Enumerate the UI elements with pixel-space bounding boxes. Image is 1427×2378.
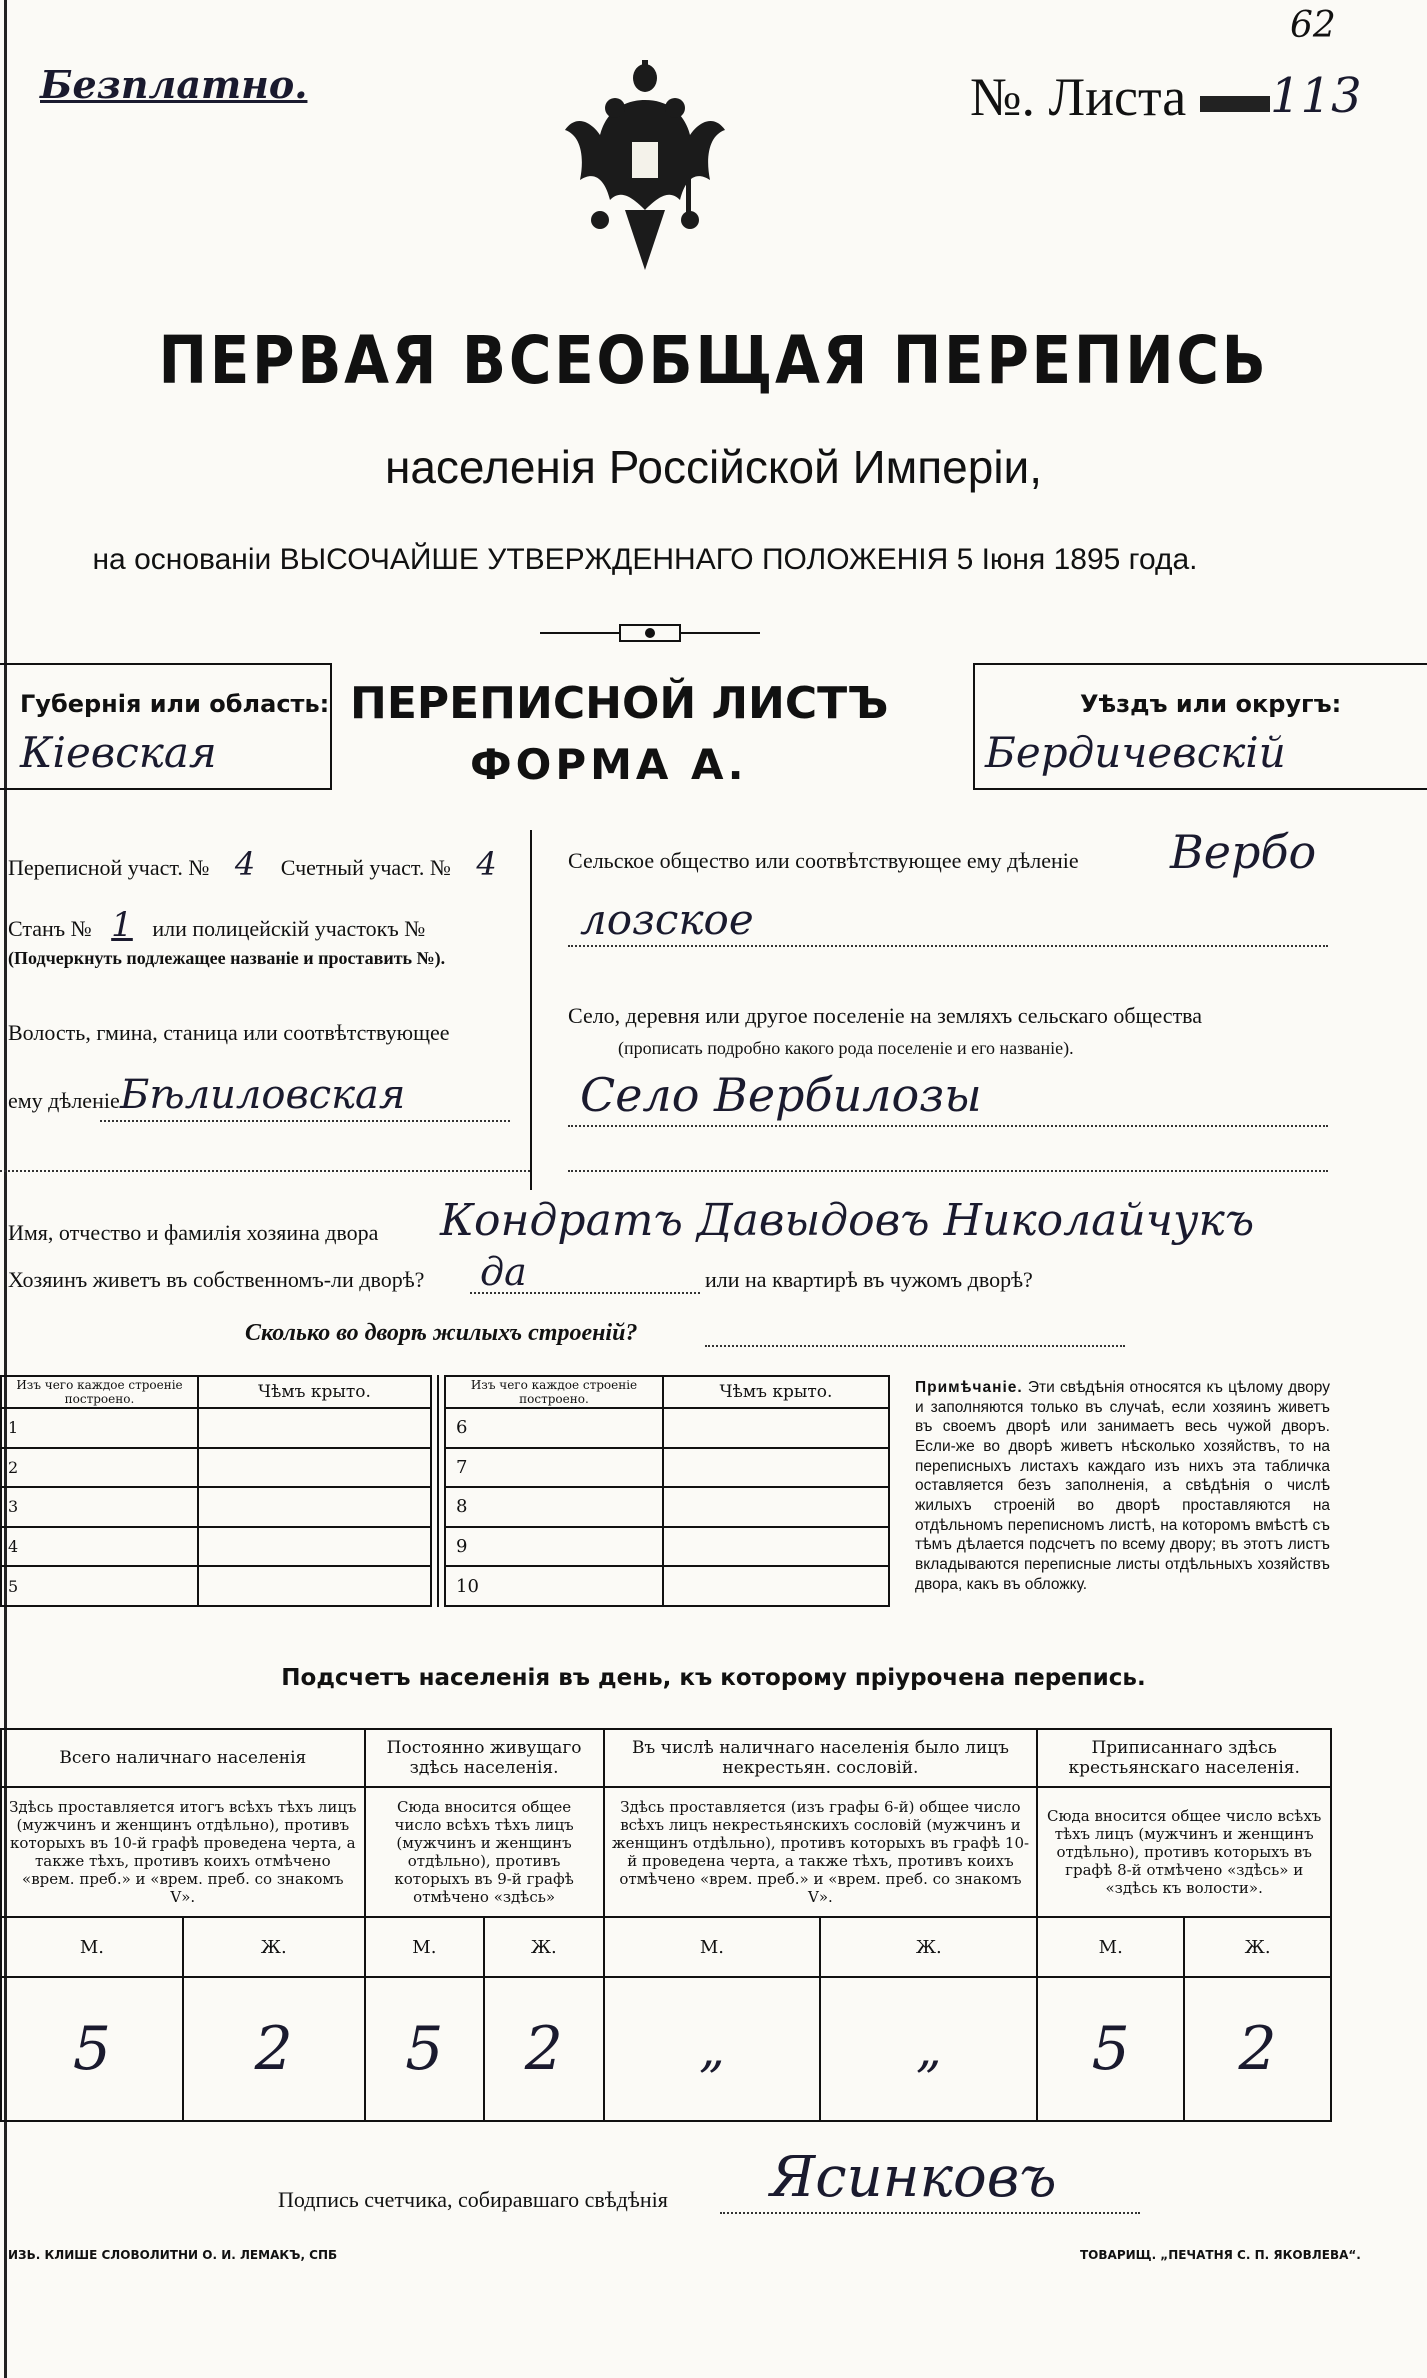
corner-number: 62: [1290, 5, 1336, 46]
table-row: 7: [445, 1448, 663, 1488]
count-unit-value: 4: [476, 845, 497, 883]
count-col-desc-2: Сюда вносится общее число всѣхъ тѣхъ лицъ (мужчинъ и женщинъ отдѣльно), противъ которыхъ въ 9-й графѣ отмѣчено «здѣсь»: [365, 1787, 604, 1917]
own-yard-value: да: [480, 1250, 527, 1294]
buildings-table-right: [444, 1375, 890, 1607]
signature-label: Подпись счетчика, собиравшаго свѣдѣнія: [278, 2187, 668, 2212]
main-title: ПЕРВАЯ ВСЕОБЩАЯ ПЕРЕПИСЬ: [158, 322, 1269, 399]
note-text: Эти свѣдѣнія относятся къ цѣлому двору и заполняются только въ случаѣ, если хозяинъ живетъ въ своемъ дворѣ или занимаетъ весь чужой дворъ. Если-же во дворѣ живетъ нѣсколько хозяйствъ, то на переписныхъ листахъ каждаго изъ нихъ эта табличка оставляется безъ заполненія, а свѣдѣнія о числѣ жилыхъ строеній во дворѣ проставляются на отдѣльномъ переписномъ листѣ, на которомъ вмѣстѣ съ тѣмъ дѣлается подсчетъ по всему двору; въ этотъ листъ вкладываются переписные листы отдѣльныхъ хозяйствъ двора, какъ въ обложку.: [915, 1379, 1330, 1593]
m-label: М.: [604, 1917, 821, 1977]
count-value-3-m: „: [604, 1977, 821, 2121]
count-col-desc-1: Здѣсь проставляется итогъ всѣхъ тѣхъ лицъ (мужчинъ и женщинъ отдѣльно), противъ которыхъ въ 10-й графѣ проведена черта, а также тѣхъ, противъ коихъ отмѣчено «врем. преб.» и «врем. преб. со знакомъ V».: [1, 1787, 365, 1917]
count-value-2-f: 2: [484, 1977, 603, 2121]
district-value: Бердичевскій: [985, 728, 1286, 777]
sheet-number-label: №. Листа: [970, 67, 1187, 127]
m-label: М.: [1037, 1917, 1184, 1977]
stan-label: Станъ №: [8, 916, 92, 941]
society-label: Сельское общество или соотвѣтствующее ему дѣленіе: [568, 848, 1079, 873]
buildings-table-left: [0, 1375, 432, 1607]
village-value: Село Вербилозы: [580, 1068, 982, 1122]
count-value-3-f: „: [820, 1977, 1037, 2121]
census-unit-row: [8, 845, 497, 883]
table-row: 8: [445, 1487, 663, 1527]
count-col-header-2: Постоянно живущаго здѣсь населенія.: [365, 1729, 604, 1787]
f-label: Ж.: [1184, 1917, 1331, 1977]
note-title: Примѣчаніе.: [915, 1379, 1023, 1396]
society-value-1: Вербо: [1170, 825, 1317, 879]
table-row: 4: [1, 1527, 198, 1567]
count-value-4-m: 5: [1037, 1977, 1184, 2121]
table-row: 6: [445, 1408, 663, 1448]
count-value-1-f: 2: [183, 1977, 365, 2121]
table-row: 9: [445, 1527, 663, 1567]
society-value-2: лозское: [580, 895, 754, 944]
count-unit-label: Счетный участ. №: [280, 855, 451, 880]
buildings-col-roof-right: Чѣмъ крыто.: [663, 1376, 889, 1408]
count-col-header-3: Въ числѣ наличнаго населенія было лицъ некрестьян. сословій.: [604, 1729, 1038, 1787]
footer-left: ИЗЬ. КЛИШЕ СЛОВОЛИТНИ О. И. ЛЕМАКЪ, СПБ: [8, 2248, 338, 2262]
count-table: [0, 1728, 1332, 2122]
count-value-2-m: 5: [365, 1977, 484, 2121]
province-label: Губернія или область:: [20, 690, 330, 718]
sheet-number-strike: [1200, 96, 1270, 112]
village-note: (прописать подробно какого рода поселеніе и его названіе).: [618, 1038, 1074, 1058]
owner-name-value: Кондратъ Давыдовъ Николайчукъ: [440, 1195, 1255, 1246]
sheet-title: ПЕРЕПИСНОЙ ЛИСТЪ: [350, 678, 889, 729]
buildings-col-roof: Чѣмъ крыто.: [198, 1376, 431, 1408]
f-label: Ж.: [820, 1917, 1037, 1977]
count-col-header-4: Приписаннаго здѣсь крестьянскаго населенія.: [1037, 1729, 1331, 1787]
table-row: 5: [1, 1566, 198, 1606]
count-value-4-f: 2: [1184, 1977, 1331, 2121]
division-label: ему дѣленіе: [8, 1088, 120, 1113]
form-title: ФОРМА А.: [470, 740, 748, 789]
count-col-desc-4: Сюда вносится общее число всѣхъ тѣхъ лицъ (мужчинъ и женщинъ отдѣльно), противъ которыхъ въ графѣ 8-й отмѣчено «здѣсь» и «здѣсь къ волости».: [1037, 1787, 1331, 1917]
count-section-title: Подсчетъ населенія въ день, къ которому пріурочена перепись.: [281, 1665, 1146, 1691]
count-value-1-m: 5: [1, 1977, 183, 2121]
buildings-label: Сколько во дворѣ жилыхъ строеній?: [245, 1320, 638, 1346]
subtitle: населенія Россійской Имперіи,: [384, 441, 1043, 493]
owner-name-label: Имя, отчество и фамилія хозяина двора: [8, 1220, 379, 1245]
province-value: Кіевская: [20, 728, 217, 777]
volost-label: Волость, гмина, станица или соотвѣтствующее: [8, 1020, 450, 1045]
buildings-col-material-right: Изъ чего каждое строеніе построено.: [445, 1376, 663, 1408]
count-col-desc-3: Здѣсь проставляется (изъ графы 6-й) общее число всѣхъ лицъ некрестьянскихъ сословій (мужчинъ и женщинъ отдѣльно), противъ которыхъ въ графѣ 10-й проведена черта, а также тѣхъ, противъ коихъ отмѣчено «врем. преб.» и «врем. преб. со знакомъ V».: [604, 1787, 1038, 1917]
ornament-divider-icon: [540, 620, 760, 646]
table-row: 2: [1, 1448, 198, 1488]
rent-label: или на квартирѣ въ чужомъ дворѣ?: [705, 1267, 1033, 1292]
underline-note: (Подчеркнуть подлежащее названіе и проставить №).: [8, 948, 446, 968]
district-label: Уѣздъ или округъ:: [1080, 690, 1342, 718]
buildings-col-material: Изъ чего каждое строеніе построено.: [1, 1376, 198, 1408]
village-label: Село, деревня или другое поселеніе на земляхъ сельскаго общества: [568, 1003, 1203, 1028]
note-block: [915, 1378, 1330, 1594]
volost-value: Бѣлиловская: [120, 1072, 406, 1118]
table-row: 1: [1, 1408, 198, 1448]
census-unit-label: Переписной участ. №: [8, 855, 210, 880]
count-col-header-1: Всего наличнаго населенія: [1, 1729, 365, 1787]
f-label: Ж.: [183, 1917, 365, 1977]
police-label: или полицейскій участокъ №: [152, 916, 426, 941]
signature-value: Ясинковъ: [770, 2145, 1057, 2210]
free-label: Безплатно.: [40, 62, 308, 107]
own-yard-label: Хозяинъ живетъ въ собственномъ-ли дворѣ?: [8, 1267, 425, 1292]
footer-right: ТОВАРИЩ. „ПЕЧАТНЯ С. П. ЯКОВЛЕВА“.: [1080, 2248, 1361, 2262]
stan-value: 1: [111, 905, 133, 945]
sheet-number-value: 113: [1270, 68, 1362, 124]
m-label: М.: [365, 1917, 484, 1977]
table-row: 10: [445, 1566, 663, 1606]
stan-row: [8, 905, 425, 945]
census-unit-value: 4: [234, 845, 256, 883]
f-label: Ж.: [484, 1917, 603, 1977]
m-label: М.: [1, 1917, 183, 1977]
basis-line: на основаніи ВЫСОЧАЙШЕ УТВЕРЖДЕННАГО ПОЛОЖЕНІЯ 5 Іюня 1895 года.: [92, 543, 1198, 576]
imperial-eagle-icon: [560, 60, 730, 285]
table-row: 3: [1, 1487, 198, 1527]
